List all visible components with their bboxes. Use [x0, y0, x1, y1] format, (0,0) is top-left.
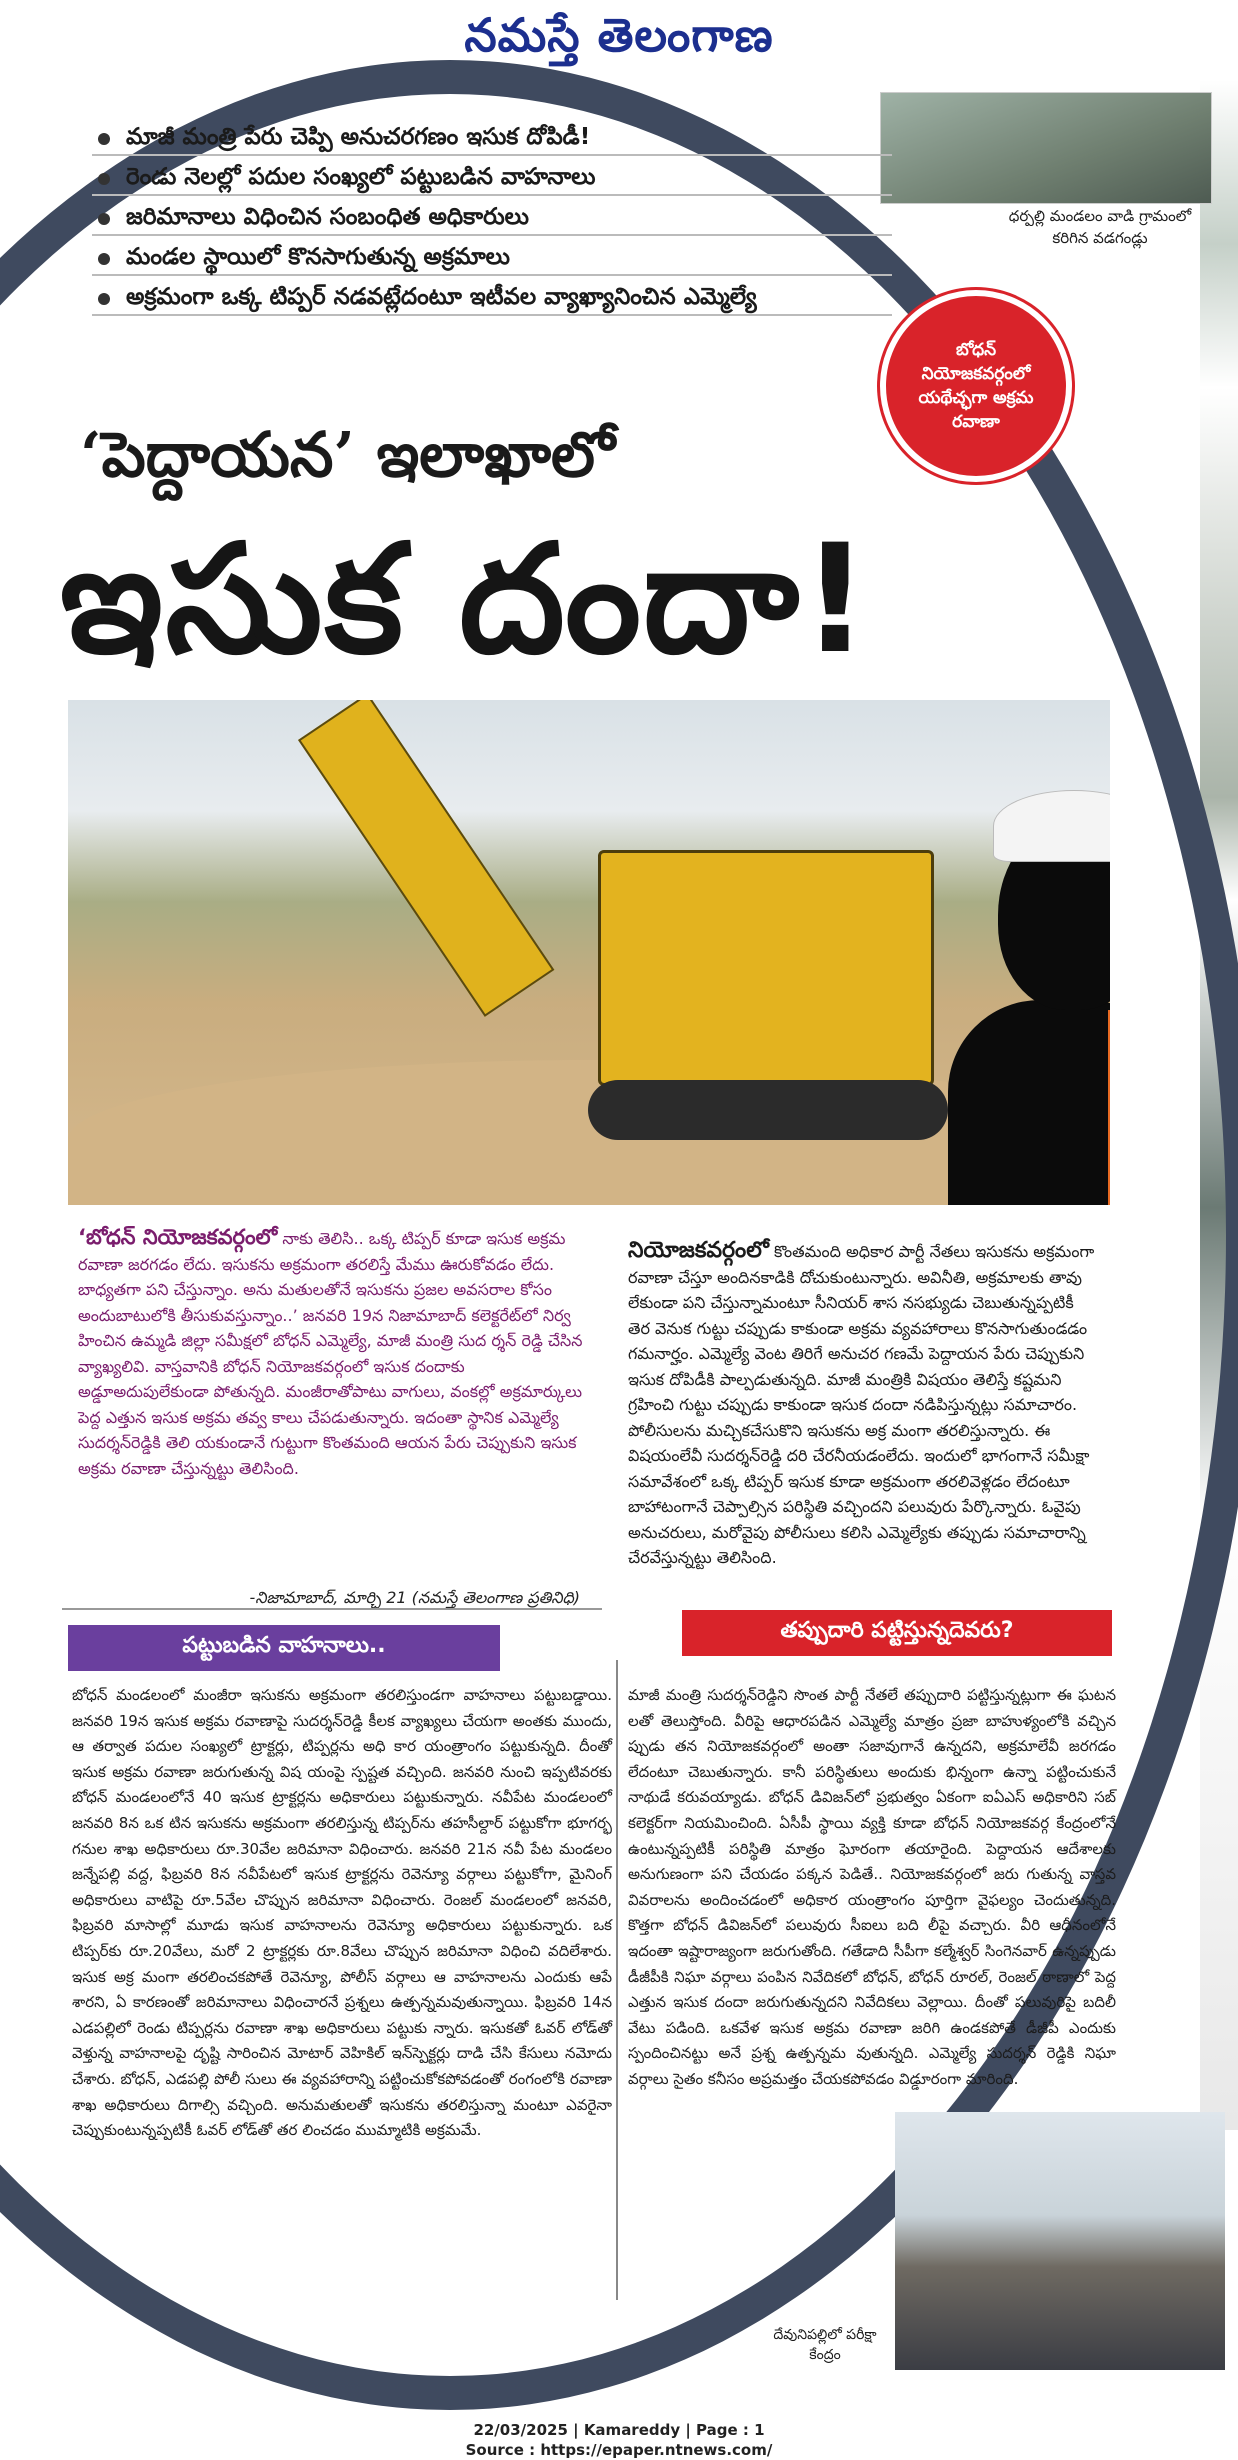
silhouette-scarf [1108, 1010, 1110, 1205]
body-column-left: బోధన్ మండలంలో మంజీరా ఇసుకను అక్రమంగా తరలిస్తుండగా వాహనాలు పట్టుబడ్డాయి. జనవరి 19న ఇసుక అక్రమ రవాణాపై సుదర్శన్‌రెడ్డి కీలక వ్యాఖ్యలు చేయగా అంతకు ముందు, ఆ తర్వాత పదుల సంఖ్యలో ట్రాక్టర్లు, టిప్పర్లను అధి కార యంత్రాంగం పట్టుకున్నది. దీంతో ఇసుక అక్రమ రవాణా జరుగుతున్న విష యంపై స్పష్టత వచ్చింది. జనవరి నుంచి ఇప్పటివరకు బోధన్ మండలంలోనే 40 ఇసుక ట్రాక్టర్లను అధికారులు పట్టుకున్నారు. నవీపేట మండలంలో జనవరి 8న ఒక టిన ఇసుకను అక్రమంగా తరలిస్తున్న టిప్పర్‌ను తహసీల్దార్ పట్టుకోగా భూగర్భ గనుల శాఖ అధికారులు రూ.30వేల జరిమానా విధించారు. జనవరి 21న నవీ పేట మండలం జన్నేపల్లి వద్ద, ఫిబ్రవరి 8న నవీపేటలో ఇసుక ట్రాక్టర్లను రెవెన్యూ వర్గాలు పట్టుకోగా, మైనింగ్ అధికారులు వాటిపై రూ.5వేల చొప్పున జరిమానా విధించారు. రెంజల్ మండలంలో జనవరి, ఫిబ్రవరి మాసాల్లో మూడు ఇసుక వాహనాలను రెవెన్యూ అధికారులు పట్టుకున్నారు. ఒక టిప్పర్‌కు రూ.20వేలు, మరో 2 ట్రాక్టర్లకు రూ.8వేలు చొప్పున జరిమానా విధించి వదిలేశారు. ఇసుక అక్ర మంగా తరలించకపోతే రెవెన్యూ, పోలీస్ వర్గాలు ఆ వాహనాలను ఎందుకు ఆపే శారని, ఏ కారణంతో జరిమానాలు విధించారనే ప్రశ్నలు ఉత్పన్నమవుతున్నాయి. ఫిబ్రవరి 14న ఎడపల్లిలో రెండు టిప్పర్లను రవాణా శాఖ అధికారులు పట్టుకు న్నారు. ఇసుకతో ఓవర్ లోడ్‌తో వెళ్తున్న వాహనాలపై దృష్టి సారించిన మోటార్ వెహికిల్ ఇన్‌స్పెక్టర్లు దాడి చేసి కేసులు నమోదు చేశారు. బోధన్, ఎడపల్లి పోలీ సులు ఈ వ్యవహారాన్ని పట్టించుకోకపోవడంతో రంగంలోకి రవాణా శాఖ అధికారులు దిగాల్సి వచ్చింది. అనుమతులతో ఇసుకను తరలిస్తున్నా మంటూ ఎవరైనా చెప్పుకుంటున్నప్పటికీ ఓవర్ లోడ్‌తో తర లించడం ముమ్మాటికి అక్రమమే. [72, 1686, 612, 2140]
exam-centre-photo [895, 2112, 1225, 2370]
divider [62, 1608, 602, 1610]
bullet-item: మండల స్థాయిలో కొనసాగుతున్న అక్రమాలు [92, 240, 892, 276]
body-column-right: మాజీ మంత్రి సుదర్శన్‌రెడ్డిని సొంత పార్టీ నేతలే తప్పుదారి పట్టిస్తున్నట్లుగా ఈ ఘటన లతో తెలుస్తోంది. వీరిపై ఆధారపడిన ఎమ్మెల్యే మాత్రం ప్రజా బాహుళ్యంలోకి వచ్చిన ప్పుడు తన నియోజకవర్గంలో అంతా సజావుగానే ఉన్నదని, అక్రమాలేవీ జరగడం లేదంటూ చెబుతున్నారు. కానీ పరిస్థితులు అందుకు భిన్నంగా ఉన్నా పట్టించుకునే నాథుడే కరువయ్యాడు. బోధన్ డివిజన్‌లో ప్రభుత్వం ఏకంగా ఐఏఎస్ అధికారిని సబ్ కలెక్టర్‌గా నియమించింది. ఏసీపీ స్థాయి వ్యక్తి కూడా బోధన్ నియోజకవర్గ కేంద్రంలోనే ఉంటున్నప్పటికీ పరిస్థితి మాత్రం ఘోరంగా తయారైంది. పెద్దాయన ఆదేశాలకు అనుగుణంగా పని చేయడం పక్కన పెడితే.. నియోజకవర్గంలో జరు గుతున్న వాస్తవ వివరాలను అందించడంలో అధికార యంత్రాంగం పూర్తిగా వైఫల్యం చెందుతున్నది. కొత్తగా బోధన్ డివిజన్‌లో పలువురు సీఐలు బది లీపై వచ్చారు. వీరి ఆధీనంలోనే ఇదంతా ఇష్టారాజ్యంగా జరుగుతోంది. గతేడాది సీపీగా కల్మేశ్వర్ సింగెనవార్ ఉన్నప్పుడు డీజీపీకి నిఘా వర్గాలు పంపిన నివేదికలో బోధన్, బోధన్ రూరల్, రెంజల్ ఠాణాలో పెద్ద ఎత్తున ఇసుక దందా జరుగుతున్నదని నివేదికలు వెల్లాయి. దీంతో పలువురిపై బదిలీ వేటు పడింది. ఒకవేళ ఇసుక అక్రమ రవాణా జరిగి ఉండకపోతే డీజీపీ ఎందుకు స్పందించినట్టు అనే ప్రశ్న ఉత్పన్నమ వుతున్నది. ఎమ్మెల్యే సుదర్శన్ రెడ్డికి నిఘా వర్గాలు సైతం కనీసం అప్రమత్తం చేయకపోవడం విడ్డూరంగా మారింది. [628, 1686, 1116, 2088]
masthead [0, 0, 1238, 78]
politician-silhouette [938, 780, 1110, 1205]
photo-caption-bottom: దేవునిపల్లిలో పరీక్షా కేంద్రం [773, 2327, 877, 2363]
lead-text: నాకు తెలిసి.. ఒక్క టిప్పర్ కూడా ఇసుక అక్రమ రవాణా జరగడం లేదు. ఇసుకను అక్రమంగా తరలిస్తే మేము ఊరుకోవడం లేదు. బాధ్యతగా పని చేస్తున్నాం. అను మతులతోనే ఇసుకను ప్రజల అవసరాల కోసం అందుబాటులోకి తీసుకువస్తున్నాం..’ జనవరి 19న నిజామాబాద్ కలెక్టరేట్‌లో నిర్వ హించిన ఉమ్మడి జిల్లా సమీక్షలో బోధన్ ఎమ్మెల్యే, మాజీ మంత్రి సుద ర్శన్ రెడ్డి చేసిన వ్యాఖ్యలివి. వాస్తవానికి బోధన్ నియోజకవర్గంలో ఇసుక దందాకు అడ్డూఅదుపులేకుండా పోతున్నది. మంజీరాతోపాటు వాగులు, వంకల్లో అక్రమార్కులు పెద్ద ఎత్తున ఇసుక అక్రమ తవ్వ కాలు చేపడుతున్నారు. ఇదంతా స్థానిక ఎమ్మెల్యే సుదర్శన్‌రెడ్డికి తెలి యకుండానే గుట్టుగా కొంతమంది ఆయన పేరు చెప్పుకుని ఇసుక అక్రమ రవాణా చేస్తున్నట్టు తెలిసింది. [78, 1229, 583, 1478]
badge-text: బోధన్ నియోజకవర్గంలో యథేచ్ఛగా అక్రమ రవాణా [918, 340, 1034, 432]
bullet-list [92, 120, 892, 320]
footer-date-line: 22/03/2025 | Kamareddy | Page : 1 [473, 2421, 765, 2439]
lead-paragraph [78, 1225, 583, 1481]
silhouette-cap [993, 790, 1110, 862]
dateline: -నిజామాబాద్, మార్చి 21 (నమస్తే తెలంగాణ ప్రతినిధి) [249, 1588, 580, 1607]
excavator-body [598, 850, 934, 1086]
masthead-title: నమస్తే తెలంగాణ [464, 8, 774, 62]
excavator-arm [298, 700, 554, 1017]
right-edge-photo-strip [1200, 80, 1238, 2130]
photo-caption-top: ధర్పల్లి మండలం వాడి గ్రామంలో కరిగిన వడగండ్లు [1008, 207, 1192, 247]
right-kicker: నియోజకవర్గంలో [628, 1238, 769, 1263]
section-heading-vehicles: పట్టుబడిన వాహనాలు.. [68, 1625, 500, 1671]
bullet-item: మాజీ మంత్రి పేరు చెప్పి అనుచరగణం ఇసుక దోపిడీ! [92, 120, 892, 156]
main-photo-excavator [68, 700, 1110, 1205]
bullet-item: అక్రమంగా ఒక్క టిప్పర్ నడవట్లేదంటూ ఇటీవల వ్యాఖ్యానించిన ఎమ్మెల్యే [92, 280, 892, 316]
headline-kicker: ‘పెద్దాయన’ ఇలాఖాలో [80, 418, 615, 491]
footer-source-line[interactable]: Source : https://epaper.ntnews.com/ [465, 2441, 773, 2459]
right-top-text: కొంతమంది అధికార పార్టీ నేతలు ఇసుకను అక్రమంగా రవాణా చేస్తూ అందినకాడికి దోచుకుంటున్నారు. అవినీతి, అక్రమాలకు తావు లేకుండా పని చేస్తున్నామంటూ సీనియర్ శాస నసభ్యుడు చెబుతున్నప్పటికీ తెర వెనుక గుట్టు చప్పుడు కాకుండా అక్రమ వ్యవహారాలు కొనసాగుతుండడం గమనార్హం. ఎమ్మెల్యే వెంట తిరిగే అనుచర గణమే పెద్దాయన పేరు చెప్పుకుని ఇసుక దోపిడీకి పాల్పడుతున్నది. మాజీ మంత్రికి విషయం తెలిస్తే కష్టమని గ్రహించి గుట్టు చప్పుడు కాకుండా ఇసుక దందా నడిపిస్తున్నట్లు సమాచారం. పోలీసులను మచ్చికచేసుకొని ఇసుకను అక్ర మంగా తరలిస్తున్నారు. ఈ విషయంలేవీ సుదర్శన్‌రెడ్డి దరి చేరనీయడంలేదు. ఇందులో భాగంగానే సమీక్షా సమావేశంలో ఒక్క టిప్పర్ ఇసుక కూడా అక్రమంగా తరలివెళ్లడం లేదంటూ బాహాటంగానే చెప్పాల్సిన పరిస్థితి వచ్చిందని పలువురు పేర్కొన్నారు. ఓవైపు అనుచరులు, మరోవైపు పోలీసులు కలిసి ఎమ్మెల్యేకు తప్పుడు సమాచారాన్ని చేరవేస్తున్నట్టు తెలిసింది. [628, 1242, 1095, 1567]
lead-kicker: ‘బోధన్ నియోజకవర్గంలో [78, 1225, 278, 1249]
top-right-photo [880, 92, 1212, 204]
right-top-paragraph [628, 1238, 1098, 1571]
silhouette-body [948, 1000, 1110, 1205]
bullet-item: జరిమానాలు విధించిన సంబంధిత అధికారులు [92, 200, 892, 236]
headline: ఇసుక దందా! [60, 513, 872, 687]
column-divider [616, 1660, 618, 2300]
page-footer [0, 2420, 1238, 2460]
bullet-item: రెండు నెలల్లో పదుల సంఖ్యలో పట్టుబడిన వాహనాలు [92, 160, 892, 196]
excavator-track [588, 1080, 948, 1140]
section-heading-misleading: తప్పుదారి పట్టిస్తున్నదెవరు? [682, 1610, 1112, 1656]
